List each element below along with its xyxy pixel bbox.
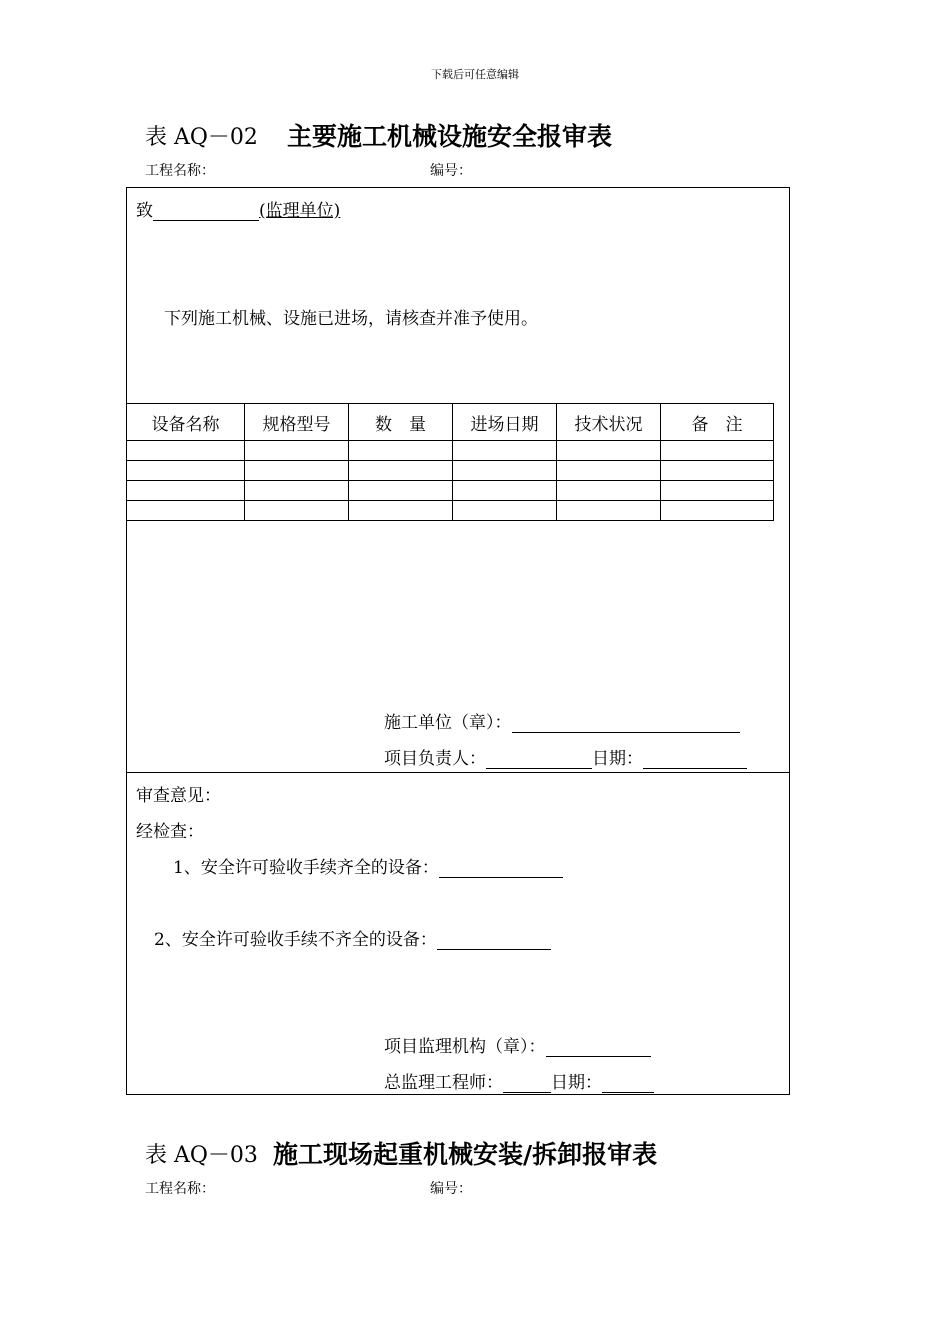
form2-table-number: 表 AQ－03: [145, 1143, 258, 1168]
table-cell[interactable]: [557, 501, 661, 521]
table-cell[interactable]: [349, 481, 453, 501]
table-cell[interactable]: [127, 461, 245, 481]
contractor-seal-line: [384, 708, 740, 733]
table-cell[interactable]: [349, 461, 453, 481]
table-row: [127, 481, 774, 501]
addressee-line: [136, 196, 340, 221]
project-manager-label: 项目负责人：: [384, 749, 486, 769]
header-note: 下载后可任意编辑: [431, 68, 519, 81]
supervisor-seal-label: 项目监理机构（章）：: [384, 1037, 546, 1057]
col-header-quantity: 数 量: [349, 404, 453, 441]
form1-title: 主要施工机械设施安全报审表: [287, 122, 613, 151]
checked-label: 经检查：: [136, 822, 204, 842]
form1-serial-label: 编号：: [430, 163, 472, 179]
supervisor-seal-blank[interactable]: [546, 1038, 651, 1057]
table-cell[interactable]: [661, 481, 774, 501]
form2-project-name-label: 工程名称：: [145, 1181, 215, 1197]
table-cell[interactable]: [557, 461, 661, 481]
table-row: [127, 501, 774, 521]
chief-engineer-label: 总监理工程师：: [384, 1073, 503, 1093]
to-label: 致: [136, 201, 153, 221]
item2-label: 2、安全许可验收手续不齐全的设备：: [154, 930, 437, 950]
equipment-table: [126, 403, 774, 521]
date-blank-2[interactable]: [602, 1074, 654, 1093]
col-header-remarks: 备 注: [661, 404, 774, 441]
form2-title: 施工现场起重机械安装/拆卸报审表: [273, 1140, 658, 1169]
contractor-seal-label: 施工单位（章）：: [384, 713, 512, 733]
item2-line: [154, 925, 551, 950]
form1-table-number: 表 AQ－02: [145, 125, 258, 150]
item1-line: [173, 853, 563, 878]
table-cell[interactable]: [453, 501, 557, 521]
col-header-spec-model: 规格型号: [245, 404, 349, 441]
statement-text: 下列施工机械、设施已进场，请核查并准予使用。: [164, 309, 538, 329]
table-cell[interactable]: [245, 441, 349, 461]
project-manager-blank[interactable]: [486, 750, 592, 769]
table-cell[interactable]: [127, 481, 245, 501]
project-manager-line: [384, 744, 747, 769]
chief-engineer-blank[interactable]: [503, 1074, 551, 1093]
table-cell[interactable]: [453, 481, 557, 501]
table-cell[interactable]: [453, 441, 557, 461]
item2-blank[interactable]: [437, 931, 551, 950]
table-cell[interactable]: [661, 461, 774, 481]
table-cell[interactable]: [557, 481, 661, 501]
to-suffix: (监理单位): [259, 201, 341, 221]
item1-blank[interactable]: [439, 859, 563, 878]
date-label: 日期：: [592, 749, 643, 769]
contractor-seal-blank[interactable]: [512, 714, 740, 733]
table-cell[interactable]: [127, 441, 245, 461]
table-cell[interactable]: [349, 501, 453, 521]
date-label-2: 日期：: [551, 1073, 602, 1093]
chief-engineer-line: [384, 1068, 654, 1093]
col-header-equipment-name: 设备名称: [127, 404, 245, 441]
table-cell[interactable]: [661, 501, 774, 521]
table-cell[interactable]: [661, 441, 774, 461]
table-cell[interactable]: [245, 481, 349, 501]
col-header-technical-condition: 技术状况: [557, 404, 661, 441]
form2-serial-label: 编号：: [430, 1181, 472, 1197]
table-row: [127, 461, 774, 481]
table-cell[interactable]: [245, 461, 349, 481]
table-cell[interactable]: [245, 501, 349, 521]
supervisor-unit-blank[interactable]: [153, 202, 259, 221]
supervisor-seal-line: [384, 1032, 651, 1057]
item1-label: 1、安全许可验收手续齐全的设备：: [173, 858, 439, 878]
table-cell[interactable]: [349, 441, 453, 461]
table-cell[interactable]: [127, 501, 245, 521]
form1-section-divider: [126, 772, 790, 773]
table-row: [127, 441, 774, 461]
review-label: 审查意见：: [136, 786, 221, 806]
table-cell[interactable]: [453, 461, 557, 481]
equipment-table-header: [127, 404, 774, 441]
table-cell[interactable]: [557, 441, 661, 461]
date-blank[interactable]: [643, 750, 747, 769]
col-header-entry-date: 进场日期: [453, 404, 557, 441]
form1-project-name-label: 工程名称：: [145, 163, 215, 179]
